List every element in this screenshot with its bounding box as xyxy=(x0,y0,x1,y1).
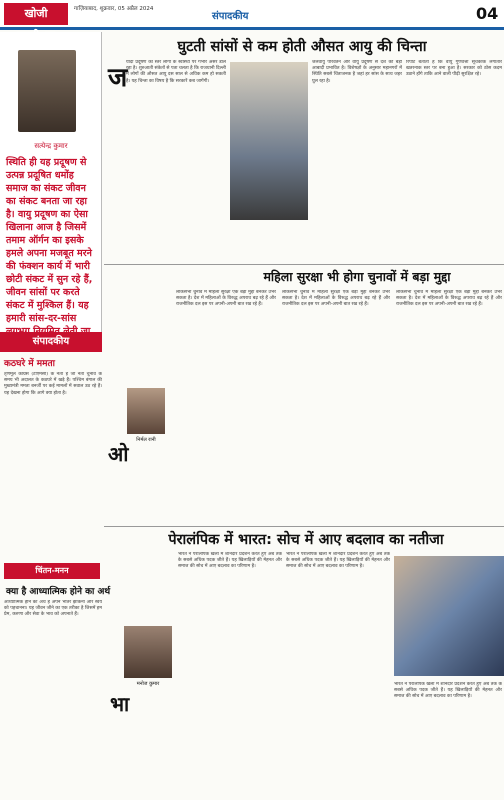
article-3-col-2: भारत ने पेरालंपिक खेलों में शानदार प्रदर्शन करते हुए अब तक के सबसे अधिक पदक जीते हैं। यह खिलाड़ियों की मेहनत और समाज की सोच में आए बदलाव का परिणाम है। xyxy=(286,552,390,570)
article-3-col-3: भारत ने पेरालंपिक खेलों में शानदार प्रदर्शन करते हुए अब तक के सबसे अधिक पदक जीते हैं। यह खिलाड़ियों की मेहनत और समाज की सोच में आए बदलाव का परिणाम है। xyxy=(394,682,502,700)
editorial-band: संपादकीय xyxy=(0,332,102,352)
masthead xyxy=(0,0,504,30)
drop-cap: ज xyxy=(108,63,128,93)
article-1-col-2: जलवायु परिवर्तन और वायु प्रदूषण से देश की बड़ी आबादी प्रभावित है। विशेषज्ञों के अनुसार महानगरों में स्थिति सबसे चिंताजनक है जहां हर सांस के साथ जहर घुल रहा है। xyxy=(312,60,402,84)
thought-band: चिंतन-मनन xyxy=(4,563,100,579)
section-title: संपादकीय xyxy=(212,11,249,22)
divider xyxy=(104,526,504,527)
newspaper-logo: खोजी xyxy=(4,3,68,25)
drop-cap-3: भा xyxy=(110,692,130,716)
article-photo-woman-mask xyxy=(230,62,308,220)
article-3-col-1: भारत ने पेरालंपिक खेलों में शानदार प्रदर्शन करते हुए अब तक के सबसे अधिक पदक जीते हैं। यह खिलाड़ियों की मेहनत और समाज की सोच में आए बदलाव का परिणाम है। xyxy=(178,552,282,570)
headline-1: घुटती सांसों से कम होती औसत आयु की चिन्ता xyxy=(177,39,427,55)
headline-3: पेरालंपिक में भारत: सोच में आए बदलाव का नतीजा xyxy=(168,532,444,548)
thought-subhead: क्या है आध्यात्मिक होने का अर्थ xyxy=(6,587,111,597)
headline-2: महिला सुरक्षा भी होगा चुनावों में बड़ा मुद्दा xyxy=(263,269,451,284)
article-1-col-1: यादा प्रदूषण का स्तर लोगों के स्वास्थ्य पर गंभीर असर डाल रहा है। शुरुआती संकेतों से पता चलता है कि राजधानी दिल्ली में लोगों की औसत आयु दस साल से अधिक कम हो सकती है। यह चिन्ता का विषय है कि सरकारें कब जागेंगी। xyxy=(126,60,226,84)
page-number: 04 xyxy=(476,4,499,23)
date-line: गाज़ियाबाद, शुक्रवार, 05 अप्रैल 2024 xyxy=(74,6,154,12)
author-photo-3 xyxy=(124,626,172,678)
pull-quote: स्थिति ही यह प्रदूषण से उत्पन्न प्रदूषित धमोंह समाज का संकट जीवन का संकट बनता जा रहा है। वायु प्रदूषण का ऐसा खिलाना आज है जिसमें तमाम ऑर्गन का इसके हमले अपना मजबूत मरने की फंक्शन कार्य में भारी छोटी संकट में सुन रहे हैं, जीवन सांसों पर करते संकट में मुश्किल हैं। यह हमारी सांस-दर-सांस xyxy=(6,157,93,324)
author-photo xyxy=(18,50,76,132)
article-2-col-3: लोकसभा चुनाव में महिला सुरक्षा एक बड़ा मुद्दा बनकर उभर सकता है। देश में महिलाओं के विरुद्ध अपराध बढ़ रहे हैं और राजनीतिक दल इस पर अपनी-अपनी बात रख रहे हैं। xyxy=(396,290,502,308)
thought-text: आध्यात्मिक होने का अर्थ है अपने भीतर झांकना और स्वयं को पहचानना। यह जीवन जीने का एक तरीका है जिसमें हम प्रेम, करुणा और सेवा के भाव को अपनाते हैं। xyxy=(4,600,102,618)
article-photo-athletes xyxy=(394,556,504,676)
editorial-subhead: कठघरे में ममता xyxy=(4,359,56,369)
article-1-col-3: रिपोर्ट बताती है कि वायु गुणवत्ता सूचकांक लगातार खतरनाक स्तर पर बना हुआ है। सरकार को ठोस कदम उठाने होंगे ताकि आने वाली पीढ़ी सुरक्षित रहे। xyxy=(406,60,502,78)
drop-cap-2: ओ xyxy=(108,442,129,466)
sidebar-byline: सत्येन्द्र कुमार xyxy=(34,142,68,150)
byline-3: मनोज कुमार xyxy=(136,681,160,687)
divider xyxy=(104,264,504,265)
editorial-text: तृणमूल कांग्रेस (टीएमसी) के नेता हैं जो नेता चुनाव के समय भी अदालत के कठघरे में खड़े हैं। पश्चिम बंगाल की मुख्यमंत्री ममता बनर्जी पर कई मामलों में सवाल उठ रहे हैं। यह देखना होगा कि आगे क्या होता है। xyxy=(4,372,102,396)
article-2-col-2: लोकसभा चुनाव में महिला सुरक्षा एक बड़ा मुद्दा बनकर उभर सकता है। देश में महिलाओं के विरुद्ध अपराध बढ़ रहे हैं और राजनीतिक दल इस पर अपनी-अपनी बात रख रहे हैं। xyxy=(282,290,390,308)
byline-2: निर्मल रानी xyxy=(136,437,156,443)
author-photo-2 xyxy=(127,388,165,434)
article-2-col-1: लोकसभा चुनाव में महिला सुरक्षा एक बड़ा मुद्दा बनकर उभर सकता है। देश में महिलाओं के विरुद्ध अपराध बढ़ रहे हैं और राजनीतिक दल इस पर अपनी-अपनी बात रख रहे हैं। xyxy=(176,290,276,308)
